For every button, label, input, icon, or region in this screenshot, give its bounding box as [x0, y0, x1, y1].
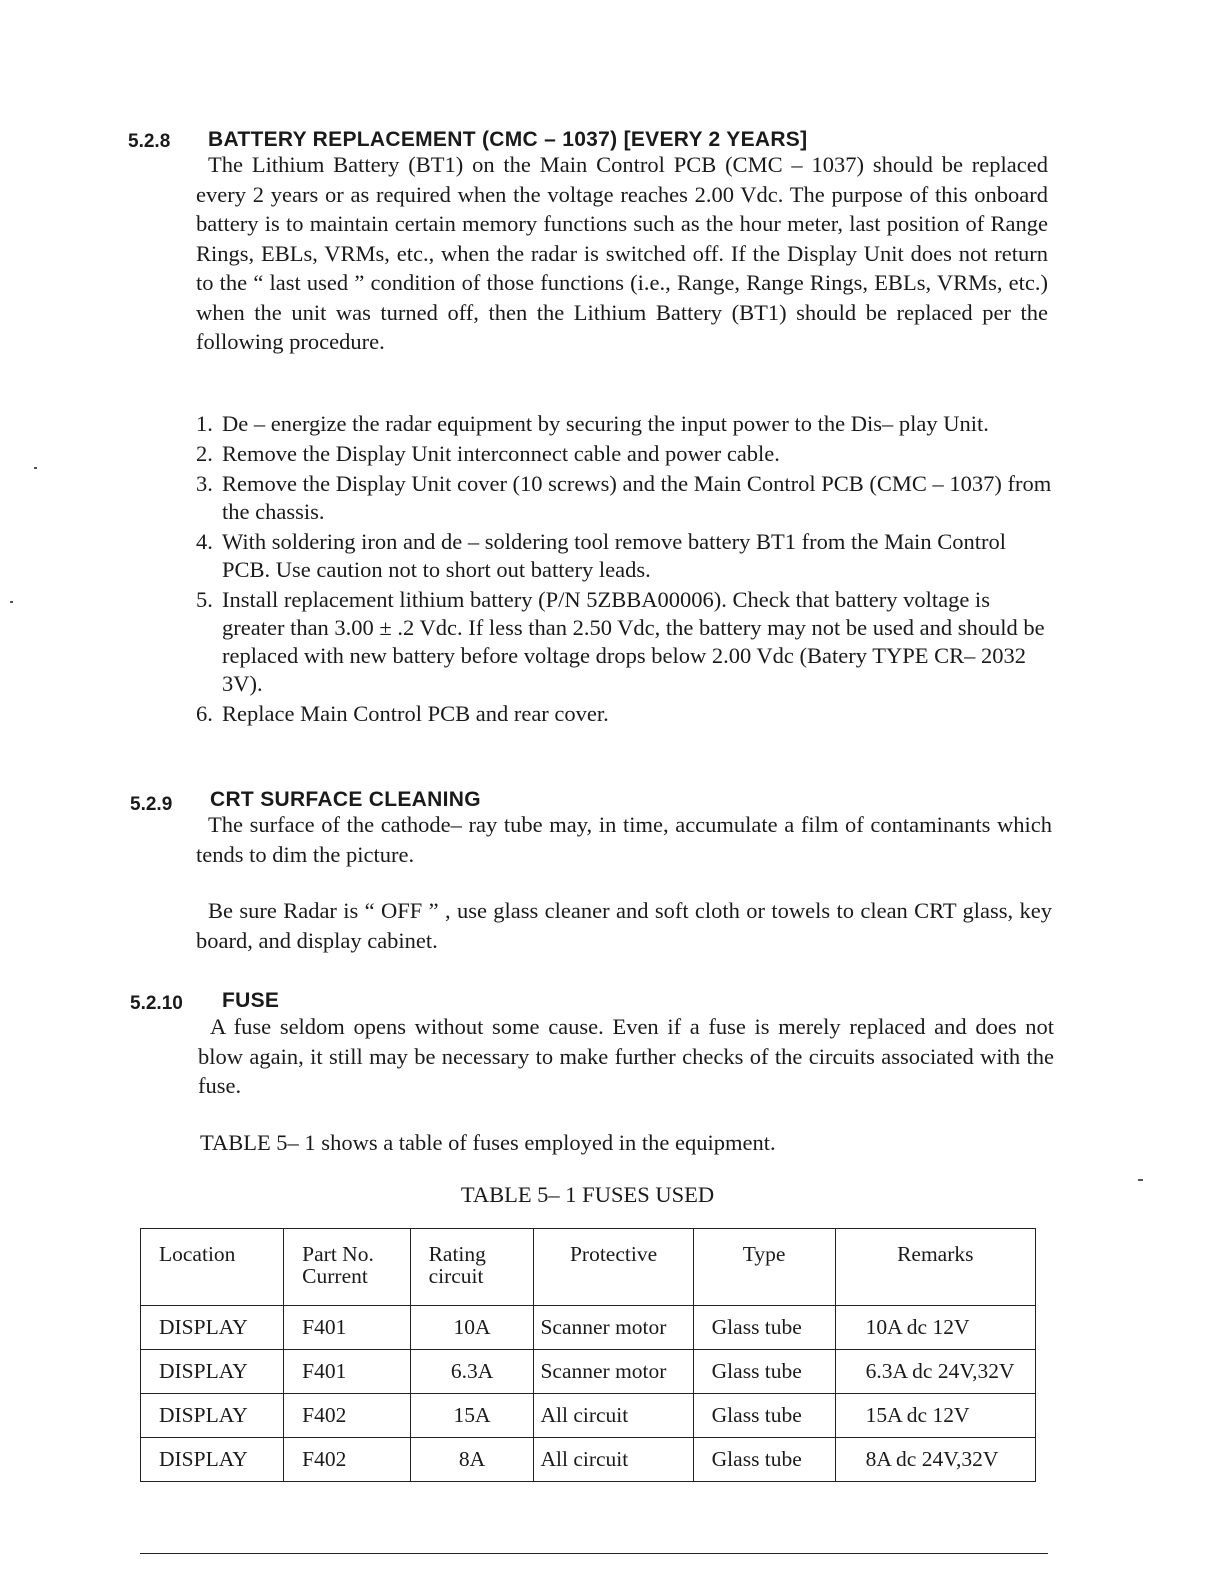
header-rating-line1: Rating [428, 1242, 486, 1266]
cell-type: Glass tube [693, 1438, 835, 1482]
section-number-528: 5.2.8 [128, 131, 171, 152]
fuse-paragraph: A fuse seldom opens without some cause. Even if a fuse is merely replaced and does not blow again, it still may be necessary to make further checks of the circuits associated with the fuse. [198, 1014, 1054, 1098]
scan-speck [10, 601, 13, 603]
scan-speck [34, 467, 37, 469]
table-header-row [141, 1229, 1036, 1306]
step-text: Remove the Display Unit cover (10 screws) and the Main Control PCB (CMC – 1037) from the chassis. [222, 471, 1052, 524]
cell-remarks: 15A dc 12V [835, 1394, 1035, 1438]
cell-rating: 15A [410, 1394, 534, 1438]
step-text: Remove the Display Unit interconnect cable and power cable. [222, 441, 780, 466]
fuse-table-reference: TABLE 5– 1 shows a table of fuses employed in the equipment. [200, 1130, 776, 1155]
cell-protective: Scanner motor [534, 1306, 693, 1350]
table-row [141, 1350, 1036, 1394]
header-rating [410, 1229, 534, 1306]
cell-remarks: 10A dc 12V [835, 1306, 1035, 1350]
header-type: Type [693, 1229, 835, 1306]
fuses-table [140, 1228, 1036, 1482]
step-number: 2. [196, 441, 213, 466]
cell-part-no: F401 [284, 1306, 410, 1350]
cell-protective: All circuit [534, 1438, 693, 1482]
cell-type: Glass tube [693, 1350, 835, 1394]
section-title-5210: FUSE [222, 989, 280, 1012]
section-title-529: CRT SURFACE CLEANING [210, 788, 481, 811]
procedure-step [196, 528, 1056, 584]
table-row [141, 1394, 1036, 1438]
cell-part-no: F402 [284, 1394, 410, 1438]
cell-protective: Scanner motor [534, 1350, 693, 1394]
table-caption: TABLE 5– 1 FUSES USED [460, 1182, 715, 1207]
cell-location: DISPLAY [141, 1394, 284, 1438]
crt-cleaning-paragraph: The surface of the cathode– ray tube may, in time, accumulate a film of contaminants which tends to dim the picture. [196, 812, 1052, 867]
cell-rating: 6.3A [410, 1350, 534, 1394]
footer-rule [140, 1553, 1048, 1554]
header-protective: Protective [534, 1229, 693, 1306]
cell-location: DISPLAY [141, 1350, 284, 1394]
step-number: 1. [196, 411, 213, 436]
step-number: 5. [196, 587, 213, 612]
cell-remarks: 6.3A dc 24V,32V [835, 1350, 1035, 1394]
section-title-528: BATTERY REPLACEMENT (CMC – 1037) [EVERY 2 YEARS] [208, 128, 808, 151]
procedure-step [196, 470, 1056, 526]
battery-procedure-steps [196, 410, 1056, 730]
section-number-529: 5.2.9 [130, 794, 173, 815]
header-part-no [284, 1229, 410, 1306]
cell-part-no: F401 [284, 1350, 410, 1394]
header-location: Location [141, 1229, 284, 1306]
step-text: With soldering iron and de – soldering tool remove battery BT1 from the Main Control PCB. Use caution not to short out battery leads. [222, 529, 1006, 582]
procedure-step [196, 440, 1056, 468]
step-number: 3. [196, 471, 213, 496]
crt-cleaning-instruction: Be sure Radar is “ OFF ” , use glass cleaner and soft cloth or towels to clean CRT glass, key board, and display cabinet. [196, 898, 1052, 953]
procedure-step [196, 410, 1056, 438]
header-part-no-line2: Current [302, 1264, 368, 1288]
cell-rating: 8A [410, 1438, 534, 1482]
section-number-5210: 5.2.10 [130, 993, 183, 1014]
step-text: Replace Main Control PCB and rear cover. [222, 701, 609, 726]
step-number: 4. [196, 529, 213, 554]
step-text: De – energize the radar equipment by securing the input power to the Dis– play Unit. [222, 411, 989, 436]
header-rating-line2: circuit [428, 1264, 484, 1288]
table-row [141, 1438, 1036, 1482]
table-row [141, 1306, 1036, 1350]
cell-rating: 10A [410, 1306, 534, 1350]
cell-part-no: F402 [284, 1438, 410, 1482]
scan-speck [1138, 1179, 1143, 1181]
step-number: 6. [196, 701, 213, 726]
procedure-step [196, 586, 1056, 698]
procedure-step [196, 700, 1056, 728]
cell-remarks: 8A dc 24V,32V [835, 1438, 1035, 1482]
cell-location: DISPLAY [141, 1306, 284, 1350]
header-part-no-line1: Part No. [302, 1242, 374, 1266]
cell-type: Glass tube [693, 1394, 835, 1438]
battery-paragraph: The Lithium Battery (BT1) on the Main Control PCB (CMC – 1037) should be replaced every 2 years or as required when the voltage reaches 2.00 Vdc. The purpose of this onboard battery is to maintain certain memory functions such as the hour meter, last position of Range Rings, EBLs, VRMs, etc., when the radar is switched off. If the Display Unit does not return to the “ last used ” condition of those functions (i.e., Range, Range Rings, EBLs, VRMs, etc.) when the unit was turned off, then the Lithium Battery (BT1) should be replaced per the following procedure. [196, 152, 1048, 354]
header-remarks: Remarks [835, 1229, 1035, 1306]
step-text: Install replacement lithium battery (P/N 5ZBBA00006). Check that battery voltage is greater than 3.00 ± .2 Vdc. If less than 2.50 Vdc, the battery may not be used and should be replaced with new battery before voltage drops below 2.00 Vdc (Batery TYPE CR– 2032 3V). [222, 587, 1045, 696]
cell-protective: All circuit [534, 1394, 693, 1438]
cell-type: Glass tube [693, 1306, 835, 1350]
cell-location: DISPLAY [141, 1438, 284, 1482]
